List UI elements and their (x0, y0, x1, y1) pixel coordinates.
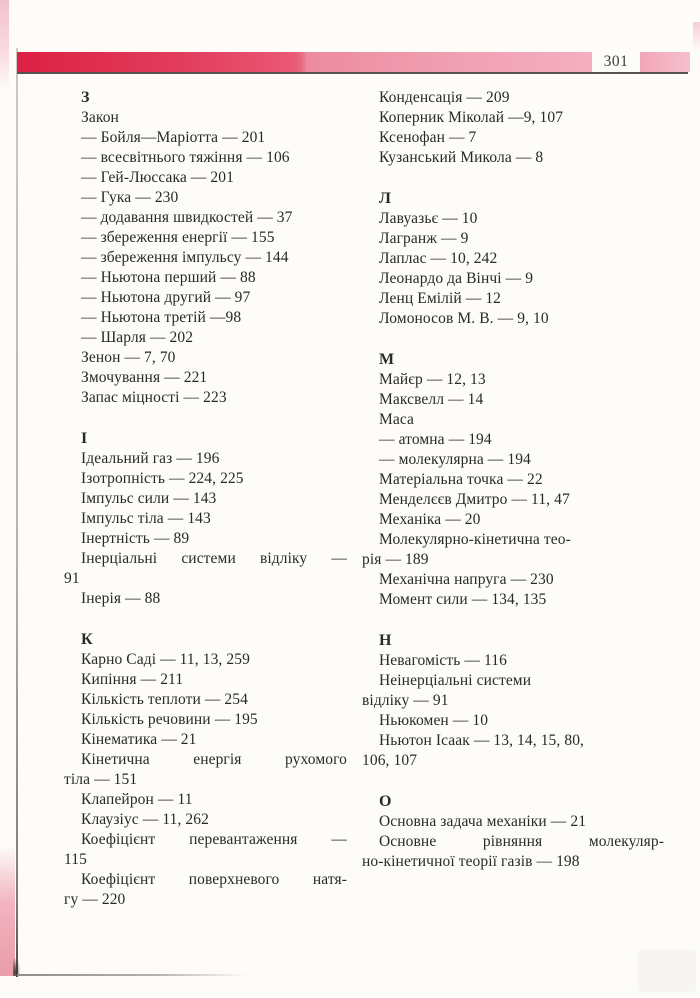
index-entry: — Гука — 230 (81, 189, 179, 206)
index-column-right (362, 88, 664, 872)
page-bottom-edge (17, 974, 247, 976)
page-edge-pink-right (693, 22, 700, 52)
index-entry: — збереження енергії — 155 (81, 229, 275, 246)
index-entry: Менделєєв Дмитро — 11, 47 (379, 491, 570, 508)
index-entry: Ідеальний газ — 196 (81, 450, 220, 467)
index-entry: Конденсація — 209 (379, 89, 510, 106)
index-entry: Ізотропність — 224, 225 (81, 470, 244, 487)
section-letter: М (379, 351, 395, 368)
page-header (17, 52, 690, 72)
index-entry: Основне рівняння молекуляр- (379, 833, 664, 850)
section-letter: О (379, 793, 392, 810)
section-letter: Н (379, 632, 392, 649)
index-entry: Лавуазьє — 10 (379, 210, 478, 227)
index-entry-continuation: 115 (64, 851, 87, 868)
index-entry: Матеріальна точка — 22 (379, 471, 543, 488)
index-entry: Невагомість — 116 (379, 652, 507, 669)
header-bar-gradient (17, 52, 592, 72)
index-entry: Інерціальні системи відліку — (81, 550, 347, 567)
index-entry: Майєр — 12, 13 (379, 371, 486, 388)
index-entry: Механіка — 20 (379, 511, 481, 528)
index-entry-continuation: но-кінетичної теорії газів — 198 (362, 853, 580, 870)
section-letter: Л (379, 190, 392, 207)
index-entry: Лагранж — 9 (379, 230, 469, 247)
page-smudge (638, 950, 696, 992)
index-entry-continuation: рія — 189 (362, 551, 429, 568)
index-entry: — Ньютона третій —98 (81, 309, 242, 326)
index-entry: Імпульс тіла — 143 (81, 510, 211, 527)
index-entry: Запас міцності — 223 (81, 389, 227, 406)
index-entry: Кипіння — 211 (81, 671, 184, 688)
index-entry: Ньюкомен — 10 (379, 712, 489, 729)
index-entry: Ленц Емілій — 12 (379, 290, 502, 307)
section-letter: І (81, 430, 88, 447)
index-entry: — додавання швидкостей — 37 (81, 209, 293, 226)
index-entry-continuation: 106, 107 (362, 752, 418, 769)
index-entry: Кількість речовини — 195 (81, 711, 258, 728)
index-entry: Імпульс сили — 143 (81, 490, 217, 507)
index-entry: Неінерціальні системи (379, 672, 532, 689)
index-entry-continuation: 91 (64, 570, 80, 587)
index-entry: Коперник Міколай —9, 107 (379, 109, 564, 126)
index-entry: Момент сили — 134, 135 (379, 591, 547, 608)
header-rule (17, 72, 688, 74)
index-entry: Зенон — 7, 70 (81, 349, 176, 366)
index-entry: Клаузіус — 11, 262 (81, 811, 209, 828)
page-number-gap (592, 52, 640, 72)
index-entry: — Шарля — 202 (81, 329, 194, 346)
index-entry: — атомна — 194 (379, 431, 492, 448)
index-entry: Карно Саді — 11, 13, 259 (81, 651, 250, 668)
index-entry: Коефіцієнт поверхневого натя- (81, 871, 347, 888)
index-entry: — Ньютона перший — 88 (81, 269, 256, 286)
index-entry: Кількість теплоти — 254 (81, 691, 248, 708)
index-entry: — всесвітнього тяжіння — 106 (81, 149, 290, 166)
index-entry: Молекулярно-кінетична тео- (379, 531, 571, 548)
page-number: 301 (603, 53, 629, 70)
index-entry: Інерія — 88 (81, 590, 161, 607)
index-entry: Кузанський Микола — 8 (379, 149, 544, 166)
section-letter: З (81, 89, 90, 106)
index-entry: Лаплас — 10, 242 (379, 250, 498, 267)
index-entry: Ксенофан — 7 (379, 129, 477, 146)
index-entry: Закон (81, 109, 119, 126)
index-entry: Коефіцієнт перевантаження — (81, 831, 347, 848)
book-spine-edge (16, 48, 18, 977)
page-edge-pink-top (0, 0, 9, 92)
index-entry: Клапейрон — 11 (81, 791, 193, 808)
section-letter: К (81, 631, 93, 648)
index-entry: Ньютон Ісаак — 13, 14, 15, 80, (379, 732, 585, 749)
index-entry: Інертність — 89 (81, 530, 190, 547)
index-entry: — молекулярна — 194 (379, 451, 531, 468)
index-entry: — Бойля—Маріотта — 201 (81, 129, 266, 146)
header-bar-right-block (640, 52, 690, 72)
index-entry: Маса (379, 411, 415, 428)
index-entry: — збереження імпульсу — 144 (81, 249, 289, 266)
index-entry-continuation: відліку — 91 (362, 692, 449, 709)
index-entry: — Ньютона другий — 97 (81, 289, 251, 306)
index-entry: Основна задача механіки — 21 (379, 813, 587, 830)
index-entry: Змочування — 221 (81, 369, 208, 386)
index-entry-continuation: гу — 220 (64, 891, 126, 908)
index-entry: — Гей-Люссака — 201 (81, 169, 234, 186)
index-entry-continuation: тіла — 151 (64, 771, 138, 788)
index-entry: Ломоносов М. В. — 9, 10 (379, 310, 549, 327)
index-entry: Кінетична енергія рухомого (81, 751, 347, 768)
index-entry: Механічна напруга — 230 (379, 571, 554, 588)
index-entry: Максвелл — 14 (379, 391, 484, 408)
index-column-left (64, 88, 347, 910)
index-entry: Леонардо да Вінчі — 9 (379, 270, 534, 287)
page-edge-pink-bottom (0, 845, 15, 976)
index-entry: Кінематика — 21 (81, 731, 197, 748)
